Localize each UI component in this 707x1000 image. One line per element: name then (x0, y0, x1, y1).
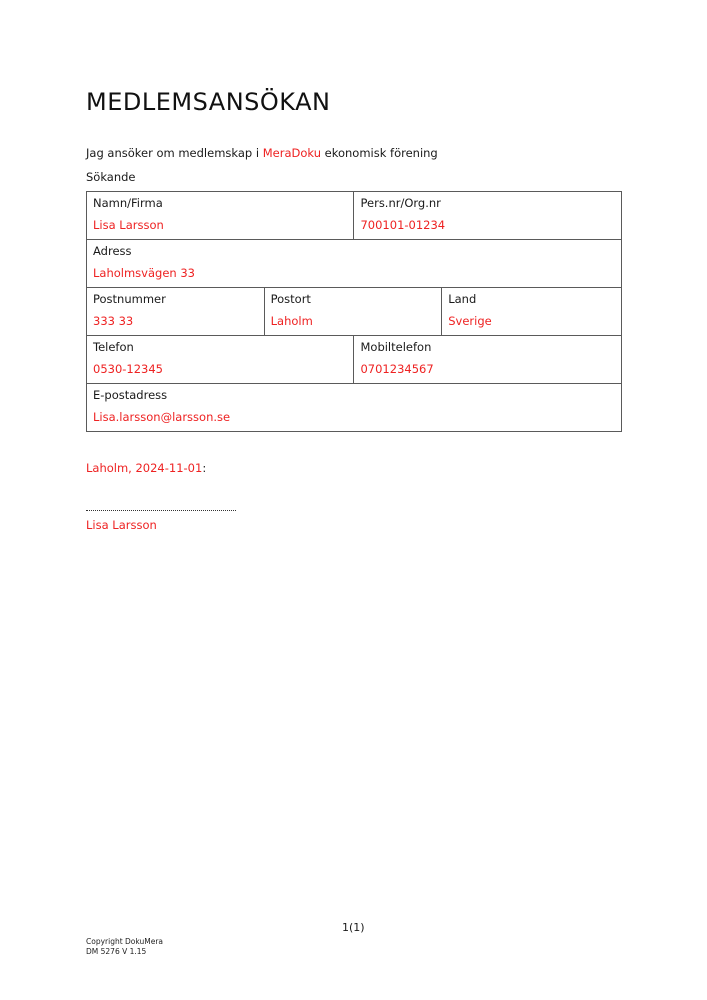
place-date (86, 461, 206, 475)
intro-text (86, 146, 438, 160)
postort-value[interactable]: Laholm (270, 314, 313, 328)
email-label: E-postadress (93, 388, 168, 402)
intro-after: ekonomisk förening (320, 146, 438, 160)
telefon-value[interactable]: 0530-12345 (93, 362, 163, 376)
copyright-text: Copyright DokuMera (86, 937, 164, 946)
land-label: Land (448, 292, 477, 306)
applicant-form (86, 191, 622, 432)
postort-label: Postort (270, 292, 311, 306)
form-row (87, 384, 622, 432)
place-date-colon: : (202, 461, 207, 475)
land-field[interactable] (442, 288, 622, 336)
email-field[interactable] (87, 384, 622, 432)
organization-name[interactable]: MeraDoku (262, 146, 321, 160)
form-row (87, 192, 622, 240)
email-value[interactable]: Lisa.larsson@larsson.se (93, 410, 231, 424)
signature-line (86, 504, 236, 511)
land-value[interactable]: Sverige (448, 314, 492, 328)
place-date-value[interactable]: Laholm, 2024-11-01 (86, 461, 203, 475)
postnr-value[interactable]: 333 33 (93, 314, 134, 328)
postnr-label: Postnummer (93, 292, 166, 306)
mobil-label: Mobiltelefon (360, 340, 432, 354)
page-number: 1(1) (342, 921, 365, 934)
postort-field[interactable] (264, 288, 442, 336)
version-text: DM 5276 V 1.15 (86, 947, 147, 956)
mobil-value[interactable]: 0701234567 (360, 362, 434, 376)
footer-copyright (86, 937, 163, 957)
signature-name[interactable]: Lisa Larsson (86, 518, 157, 532)
name-field[interactable] (87, 192, 354, 240)
name-label: Namn/Firma (93, 196, 163, 210)
address-field[interactable] (87, 240, 622, 288)
telefon-label: Telefon (93, 340, 134, 354)
form-row (87, 336, 622, 384)
form-row (87, 288, 622, 336)
intro-before: Jag ansöker om medlemskap i (86, 146, 263, 160)
persnr-field[interactable] (354, 192, 622, 240)
form-row (87, 240, 622, 288)
address-value[interactable]: Laholmsvägen 33 (93, 266, 195, 280)
persnr-value[interactable]: 700101-01234 (360, 218, 446, 232)
postnr-field[interactable] (87, 288, 265, 336)
telefon-field[interactable] (87, 336, 354, 384)
persnr-label: Pers.nr/Org.nr (360, 196, 441, 210)
address-label: Adress (93, 244, 132, 258)
name-value[interactable]: Lisa Larsson (93, 218, 164, 232)
document-title: MEDLEMSANSÖKAN (86, 88, 331, 116)
mobil-field[interactable] (354, 336, 622, 384)
section-label: Sökande (86, 170, 136, 184)
